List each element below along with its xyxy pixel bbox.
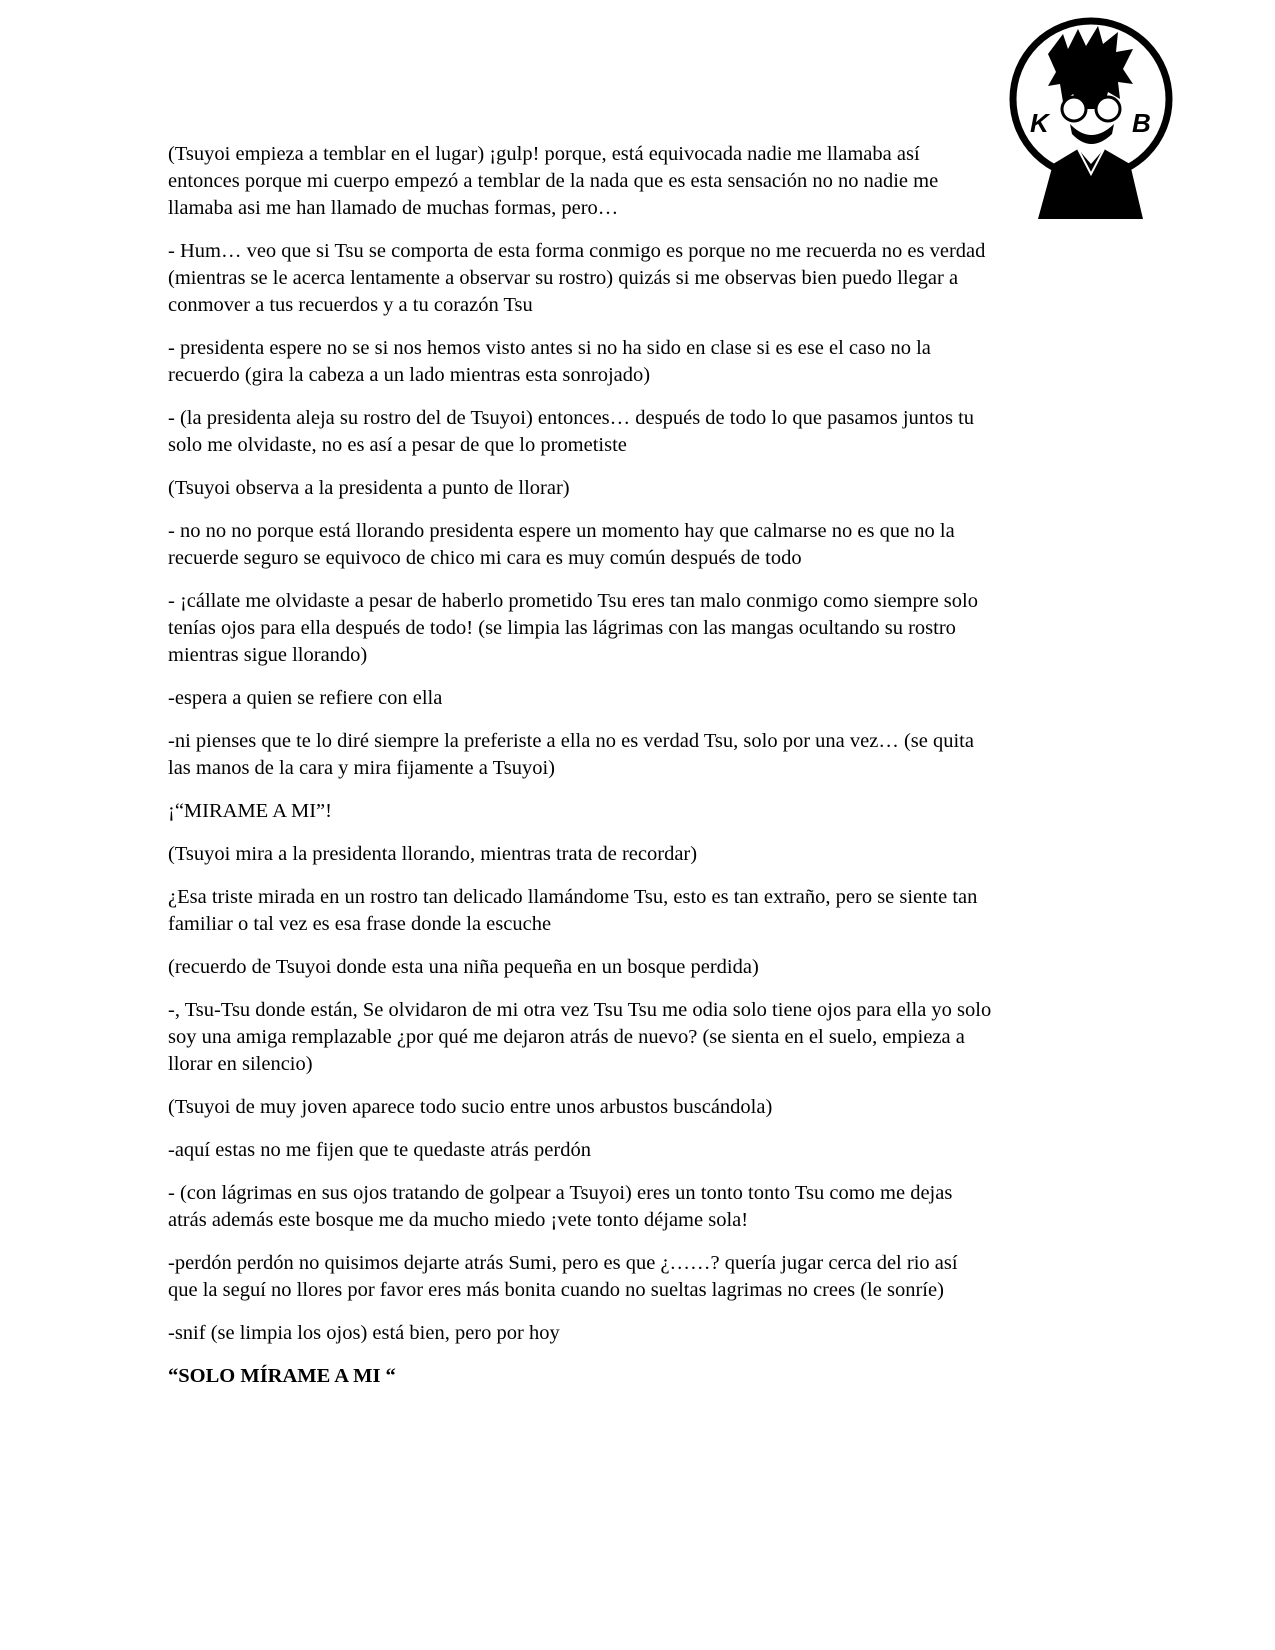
text-line: -aquí estas no me fijen que te quedaste atrás perdón <box>168 1139 591 1161</box>
paragraph <box>168 1094 1068 1121</box>
paragraph <box>168 335 1068 389</box>
text-line: -espera a quien se refiere con ella <box>168 687 443 709</box>
text-line: recuerdo (gira la cabeza a un lado mientras esta sonrojado) <box>168 364 651 386</box>
text-line: - (con lágrimas en sus ojos tratando de golpear a Tsuyoi) eres un tonto tonto Tsu como me dejas <box>168 1182 953 1204</box>
paragraph <box>168 518 1068 572</box>
text-line: (Tsuyoi mira a la presidenta llorando, mientras trata de recordar) <box>168 843 698 865</box>
text-line: solo me olvidaste, no es así a pesar de que lo prometiste <box>168 434 627 456</box>
paragraph <box>168 685 1068 712</box>
paragraph <box>168 141 1068 222</box>
paragraph <box>168 954 1068 981</box>
text-line: recuerde seguro se equivoco de chico mi cara es muy común después de todo <box>168 547 802 569</box>
paragraph <box>168 588 1068 669</box>
text-line: entonces porque mi cuerpo empezó a temblar de la nada que es esta sensación no no nadie me <box>168 170 939 192</box>
text-line: -, Tsu-Tsu donde están, Se olvidaron de mi otra vez Tsu Tsu me odia solo tiene ojos para ella yo solo <box>168 999 992 1021</box>
text-line: atrás además este bosque me da mucho miedo ¡vete tonto déjame sola! <box>168 1209 749 1231</box>
paragraph <box>168 1320 1068 1347</box>
paragraph <box>168 475 1068 502</box>
text-line: las manos de la cara y mira fijamente a Tsuyoi) <box>168 757 555 779</box>
paragraph <box>168 841 1068 868</box>
logo-letter-k: K <box>1030 108 1049 138</box>
text-line: -perdón perdón no quisimos dejarte atrás Sumi, pero es que ¿……? quería jugar cerca del rio así <box>168 1252 958 1274</box>
text-line: (Tsuyoi empieza a temblar en el lugar) ¡gulp! porque, está equivocada nadie me llamaba así <box>168 143 920 165</box>
text-line: tenías ojos para ella después de todo! (se limpia las lágrimas con las mangas ocultando su rostro <box>168 617 956 639</box>
text-line: ¡“MIRAME A MI”! <box>168 800 332 822</box>
text-line: - presidenta espere no se si nos hemos visto antes si no ha sido en clase si es ese el caso no la <box>168 337 931 359</box>
paragraph <box>168 1250 1068 1304</box>
text-line: (Tsuyoi observa a la presidenta a punto de llorar) <box>168 477 570 499</box>
text-line: soy una amiga remplazable ¿por qué me dejaron atrás de nuevo? (se sienta en el suelo, empieza a <box>168 1026 965 1048</box>
text-line: conmover a tus recuerdos y a tu corazón Tsu <box>168 294 533 316</box>
text-line: (recuerdo de Tsuyoi donde esta una niña pequeña en un bosque perdida) <box>168 956 759 978</box>
text-line: llamaba asi me han llamado de muchas formas, pero… <box>168 197 619 219</box>
paragraph <box>168 884 1068 938</box>
text-line: - Hum… veo que si Tsu se comporta de esta forma conmigo es porque no me recuerda no es verdad <box>168 240 986 262</box>
text-line: (mientras se le acerca lentamente a observar su rostro) quizás si me observas bien puedo llegar a <box>168 267 959 289</box>
text-line: -snif (se limpia los ojos) está bien, pero por hoy <box>168 1322 560 1344</box>
text-line: “SOLO MÍRAME A MI “ <box>168 1365 396 1387</box>
text-line: llorar en silencio) <box>168 1053 313 1075</box>
text-line: - ¡cállate me olvidaste a pesar de haberlo prometido Tsu eres tan malo conmigo como siempre solo <box>168 590 978 612</box>
paragraph <box>168 798 1068 825</box>
paragraph <box>168 238 1068 319</box>
text-line: ¿Esa triste mirada en un rostro tan delicado llamándome Tsu, esto es tan extraño, pero se siente tan <box>168 886 978 908</box>
paragraph <box>168 1363 1068 1390</box>
text-line: que la seguí no llores por favor eres más bonita cuando no sueltas lagrimas no crees (le sonríe) <box>168 1279 944 1301</box>
logo-letter-b: B <box>1132 108 1151 138</box>
text-line: mientras sigue llorando) <box>168 644 368 666</box>
text-line: (Tsuyoi de muy joven aparece todo sucio entre unos arbustos buscándola) <box>168 1096 773 1118</box>
text-line: -ni pienses que te lo diré siempre la preferiste a ella no es verdad Tsu, solo por una vez… (se quita <box>168 730 974 752</box>
paragraph <box>168 1180 1068 1234</box>
paragraph <box>168 997 1068 1078</box>
document-body <box>168 141 1068 1406</box>
paragraph <box>168 728 1068 782</box>
text-line: - (la presidenta aleja su rostro del de Tsuyoi) entonces… después de todo lo que pasamos juntos tu <box>168 407 975 429</box>
text-line: - no no no porque está llorando presidenta espere un momento hay que calmarse no es que no la <box>168 520 955 542</box>
text-line: familiar o tal vez es esa frase donde la escuche <box>168 913 552 935</box>
paragraph <box>168 405 1068 459</box>
paragraph <box>168 1137 1068 1164</box>
